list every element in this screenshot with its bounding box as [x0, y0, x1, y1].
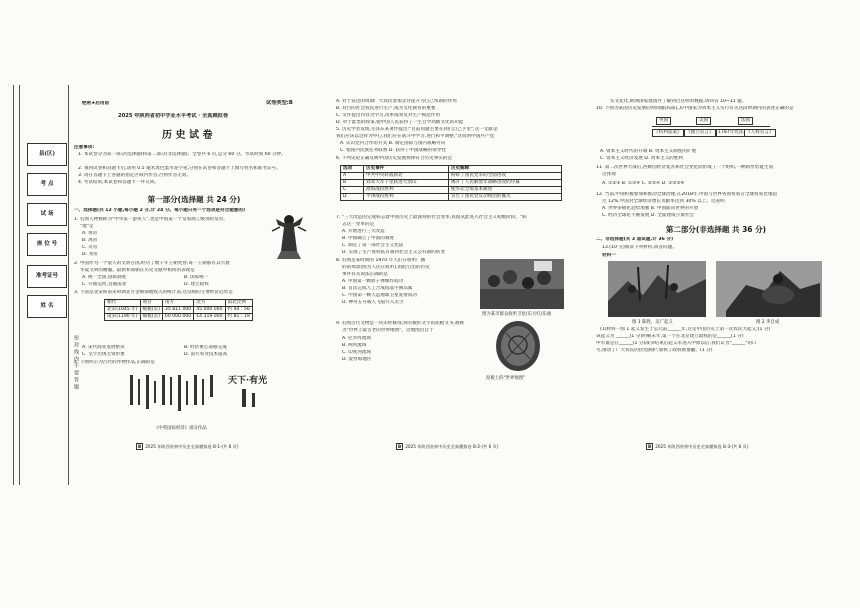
- table-cell: 刘邓大军千里跃进大别山: [364, 180, 449, 187]
- question-11: 11. 第二次世界大战后,西欧因经济复苏和社会变化而形成了一个组织,一种新形势诞生而: [596, 165, 774, 170]
- table-cell: 项目: [140, 300, 162, 307]
- q4-option-a: A. 对于发达的周期广大农民参加支付提升为自己帮助的作用: [336, 99, 457, 104]
- timeline-label-france: 法国: [738, 117, 753, 125]
- q12-options-ab: A. 世界多极化趋势加强 B. 中国面向世界的开放: [602, 206, 699, 211]
- table-cell: 淮海战役胜利: [364, 187, 449, 194]
- calligraphy-text: 天下·有光: [228, 376, 268, 386]
- table-row: [341, 180, 562, 187]
- table-cell: 历史解释: [448, 166, 561, 173]
- q7-option-c: C. 制定了第一部社会主义宪法: [342, 243, 404, 248]
- q4-caption: 《中英国际经济》部分作品: [154, 426, 207, 431]
- table-cell: 选项: [341, 166, 364, 173]
- q4-option-c: C. 文件提出内容为学习,改革成果反对生产模范作用: [336, 113, 441, 118]
- table-cell: 揭开了人民解放军战略进攻的序幕: [448, 180, 561, 187]
- col3-intro: 实文化化,欧洲国家建国并了解到过这样的数据,请回答 10~11 题。: [610, 99, 747, 104]
- q10-options-ab: A. 资本主义时代的开端 B. 资本主义制度的扩展: [600, 149, 697, 154]
- instruction-item: 2. 领到试卷和答题卡后,请用 0.5 毫米黑色墨水签字笔,分别在试卷和答题卡上填写姓名和准考证号。: [78, 166, 281, 171]
- table-row: [341, 173, 562, 180]
- question-1-cont: "他"是: [80, 224, 94, 229]
- table-header-row: [105, 300, 253, 307]
- binding-note: 密封线内不要答题: [73, 335, 79, 391]
- part2-title: 第二部分(非选择题 共 36 分): [665, 225, 767, 234]
- table-cell: 60 000 000: [162, 314, 193, 321]
- seat-number-box: 座 位 号: [27, 233, 67, 256]
- timeline-doc-3: 1787年宪法: [716, 129, 745, 137]
- q2-option-d: D. 建立政权: [184, 282, 209, 287]
- table-cell: 14 319 000: [194, 314, 225, 321]
- page-footer-text: 2025 年陕西省初中历史全真模拟卷 B-3-(共 6 页): [655, 444, 749, 449]
- table-cell: 朝代: [105, 300, 141, 307]
- subject-title: 历 史 试 卷: [162, 130, 213, 141]
- q1-option-a: A. 黄帝: [82, 231, 98, 236]
- q11-options: A. ①②③ B. ①③④ C. ②③④ D. ①②③④: [602, 181, 685, 186]
- table-cell: 35 811 000: [162, 307, 193, 314]
- table-cell: 粉碎了国民党军的全面进攻: [448, 173, 561, 180]
- question-5: 5. 历史学者发现,毛泽东某著作提出:"目前问题主要在我们自己手里",这一文献是: [336, 127, 498, 132]
- table-cell: 宣告了国民党反动统治的覆灭: [448, 194, 561, 201]
- exam-site-box: 考 点: [27, 173, 67, 196]
- paper-badge: B: [648, 444, 652, 449]
- table-row: [105, 314, 253, 321]
- page-footer-3: [646, 443, 749, 450]
- question-8-cont: 事件有关说法正确的是: [342, 272, 388, 277]
- uprising-painting-2: [716, 261, 822, 317]
- figure2-caption: 图 2 李自成: [756, 320, 780, 325]
- question-12: 12. 当前,中国积极参加和推动全球治理,在2018年,中国与世界各国贸易占全球贸易比重超: [596, 192, 778, 197]
- q2-option-c: C. 开通运河,贯通南北: [82, 282, 127, 287]
- table-cell: 北方: [194, 300, 225, 307]
- q9-option-a: A. 尼罗河流域: [342, 336, 371, 341]
- timeline-doc-2: 《独立宣言》: [684, 129, 716, 137]
- part2-intro: 二、非选择题(共 3 道试题,计 36 分): [596, 237, 674, 242]
- question-11-cont: 这体现: [602, 172, 616, 177]
- secret-mark: 绝密★启用前: [82, 101, 110, 106]
- binding-line: [68, 85, 69, 485]
- question-8: 8. 右图是某时期的 1970 年人们在收听广播: [336, 258, 426, 263]
- q2-option-a: A. 统一全国,创新制度: [82, 275, 127, 280]
- crowd-photo: [480, 259, 564, 309]
- q8-option-a: A. 中国第一颗原子弹爆炸成功: [342, 279, 404, 284]
- table-cell: 南北比例: [225, 300, 252, 307]
- q8-option-d: D. 神舟五号载人飞船升入太空: [342, 300, 404, 305]
- question-9-cont: 为"世界上最古老的世界地图"。这地图出自于: [342, 328, 434, 333]
- q8-option-c: C. 中国第一颗人造地球卫星发射成功: [342, 293, 418, 298]
- q1-option-d: D. 尧帝: [82, 252, 98, 257]
- binding-line: [19, 85, 20, 485]
- figure1-caption: 图 1 陈胜、吴广起义: [632, 320, 673, 325]
- q3-option-b: B. 经济重心南移完成: [184, 345, 227, 350]
- instruction-item: 1. 本试卷分为第一部分(选择题)和第二部分(非选择题)。全卷共 6 页,总分 60 分。考试时间 60 分钟。: [78, 152, 286, 157]
- q9-option-b: B. 两河流域: [342, 343, 367, 348]
- table-header-row: [341, 166, 562, 173]
- question-2: 2. 中国作为一个很久的文明古国,经历了数千年王朝更替,每一王朝都有其兴衰: [74, 261, 230, 266]
- question-1: 1. 右图人物被称为"中华第一游侠人",也是中国第一个皇家画工级别的皇帝,: [74, 217, 225, 222]
- q1-option-b: B. 禹帝: [82, 238, 98, 243]
- q7-option-d: D. 实现了生产资料私有制到社会主义公有制的转变: [342, 250, 445, 255]
- q10-options-cd: C. 资本主义经济发展 D. 资本主义的胜利: [600, 156, 683, 161]
- q13-line: (1)材料一图 1 起义发生于公元前______年,这是中国历史上第一次农民大起义;(1 分): [600, 327, 771, 332]
- question-7: 7. "三大改造的完成标志着中国历史上最深刻的社会变革,我国从此进入社会主义初级阶段。"标: [336, 215, 527, 220]
- q5-options-ab: A. 认识党内合作的方式 B. 制定国际与国内战略方向: [340, 141, 446, 146]
- instructions-label: 注意事项:: [74, 145, 95, 150]
- table-cell: C: [341, 187, 364, 194]
- exam-room-box: 试 场: [27, 203, 67, 226]
- q3-option-d: D. 南方农业技术提高: [184, 352, 228, 357]
- table-cell: 南方: [162, 300, 193, 307]
- table-cell: 使华北全境基本解放: [448, 187, 561, 194]
- table-cell: 赋税(贯): [140, 307, 162, 314]
- tablet-caption: 泥板上的"世界地图": [486, 376, 526, 381]
- instruction-item: 3. 请在答题卡上各题的指定区域内作答,否则作答无效。: [78, 173, 191, 178]
- ancient-figure-image: [270, 211, 308, 261]
- q3-option-c: C. 文字出现无资形象: [82, 352, 125, 357]
- page-footer-text: 2025 年陕西省初中历史全真模拟卷 B-2-(共 6 页): [405, 444, 499, 449]
- question-9: 9. 右图古代文物是一块未经修饰,刻有楔形文字的泥板文书,被称: [336, 321, 465, 326]
- table-cell: D: [341, 194, 364, 201]
- q2-option-b: B. 国家统一: [184, 275, 209, 280]
- question-5-cont: 我们应该以这样为中心,我们应在战斗中学习,进行和平调整,"这说明中国共产党: [336, 134, 495, 139]
- history-table: [340, 165, 562, 201]
- question-2-cont: 华夏文明的精髓。最新和商朝在历史文献中相同的表现是: [80, 268, 195, 273]
- q4-option-d: D. 对于此类的政策,使中国人民获得了一生自学高级文化的功能: [336, 120, 464, 125]
- table-row: [105, 307, 253, 314]
- question-6: 6. 下列史论正确反映中国历史发展规律符合历史事实的是: [336, 156, 453, 161]
- timeline-label-england: 英国: [656, 117, 671, 125]
- name-box: 姓 名: [27, 295, 67, 318]
- q3-option-a: A. 宋代商业发展繁荣: [82, 345, 125, 350]
- q1-option-c: C. 炎帝: [82, 245, 98, 250]
- binding-line: [13, 85, 14, 485]
- table-cell: 平津战役胜利: [364, 194, 449, 201]
- q9-option-c: C. 印度河流域: [342, 350, 372, 355]
- uprising-painting-1: [608, 261, 706, 317]
- calligraphy-image: [124, 371, 274, 423]
- table-cell: 约 81 : 19: [225, 314, 252, 321]
- question-4: 4. 下图所示为古代的作物作品,正确的是: [74, 360, 155, 365]
- exam-title: 2025 年陕西省初中学业水平考试 · 全真模拟卷: [118, 113, 229, 119]
- tax-table: [104, 299, 253, 321]
- part1-intro: 一、选择题(共 12 小题,每小题 2 分,计 24 分。每小题只有一个选项是符合题意的): [74, 208, 246, 213]
- table-cell: 历史事件: [364, 166, 449, 173]
- timeline-doc-4: 《人权宣言》: [744, 129, 776, 137]
- page-footer-text: 2025 年陕西省初中历史全真模拟卷 B-1-(共 6 页): [145, 444, 239, 449]
- instruction-item: 4. 考试结束,本试卷和答题卡一并交回。: [78, 180, 159, 185]
- timeline-doc-1: 《权利法案》: [652, 129, 684, 137]
- paper-type: 试卷类型:B: [266, 100, 293, 106]
- question-7-cont: 志这一变革的是: [342, 222, 375, 227]
- q13-line: 该起义为 ______(1 分)明朝末年,第一个在北京建立政权的是______(1 分): [596, 334, 744, 339]
- timeline-line: [652, 126, 770, 127]
- question-13: 13.(10 分)阅读下列材料,回答问题。: [602, 245, 677, 250]
- table-cell: A: [341, 173, 364, 180]
- q7-option-b: B. 中国确立了中国的制度: [342, 236, 395, 241]
- binding-strip: [10, 85, 79, 485]
- table-cell: B: [341, 180, 364, 187]
- paper-badge: B: [398, 444, 402, 449]
- page-footer-1: [136, 443, 239, 450]
- q7-option-a: A. 开始进行三大改造: [342, 229, 385, 234]
- photo1-caption: 图为某市群众收听卫星(东方红)乐曲: [482, 312, 552, 317]
- question-3: 3. 下面是北宋和南宋时期北方金朝领地收入的统计表,这反映的主要经济趋势是: [74, 290, 233, 295]
- table-cell: 中共中央转战陕北: [364, 173, 449, 180]
- q13-line: 号,推动了广大农民的热烈拥护,加快了政权被推翻。(1 分): [596, 348, 713, 353]
- page-footer-2: [396, 443, 499, 450]
- table-cell: 45 000 000: [194, 307, 225, 314]
- q9-option-d: D. 爱琴海地区: [342, 357, 372, 362]
- table-cell: 南宋(1190 年): [105, 314, 141, 321]
- timeline-diagram: [652, 117, 772, 145]
- question-10: 10. 下图为某国历史发展的时间轴(局部),其中国家为资本主义实行有关这段时期内的表述正确的是: [596, 106, 794, 111]
- timeline-label-usa: 美国: [696, 117, 711, 125]
- clay-tablet-image: [492, 319, 544, 373]
- paper-badge: B: [138, 444, 142, 449]
- part1-title: 第一部分(选择题 共 24 分): [147, 195, 241, 204]
- table-cell: 北宋(1045 年): [105, 307, 141, 314]
- q12-options-cd: C. 经济全球化不断发展 D. 全面建成小康社会: [602, 213, 695, 218]
- table-cell: 约 44 : 56: [225, 307, 252, 314]
- q8-option-b: B. 首次完成人工合成结晶牛胰岛素: [342, 286, 413, 291]
- q13-line: 中有谁是在______(1 分)战争结束后起义军进入中原以后,我们认为"______"的口: [596, 341, 757, 346]
- q5-options-cd: C. 使国内民族任务联系 D. 获得了中国战略的领导性: [340, 148, 446, 153]
- table-row: [341, 187, 562, 194]
- table-cell: 赋税(贯): [140, 314, 162, 321]
- table-row: [341, 194, 562, 201]
- county-box: 县(区): [27, 143, 67, 166]
- q4-option-b: B. 对目的社会农民进行生产,成为文化教育的重要: [336, 106, 436, 111]
- question-8-cont: 的的场景(图为人民在收听),由此引出的历史: [342, 265, 430, 270]
- admission-number-box: 准考证号: [27, 265, 67, 288]
- question-12-cont: 过 12%,中国对全球经济增长贡献率达到 30% 以上。这表明: [602, 199, 725, 204]
- material-label: 材料一: [602, 253, 616, 258]
